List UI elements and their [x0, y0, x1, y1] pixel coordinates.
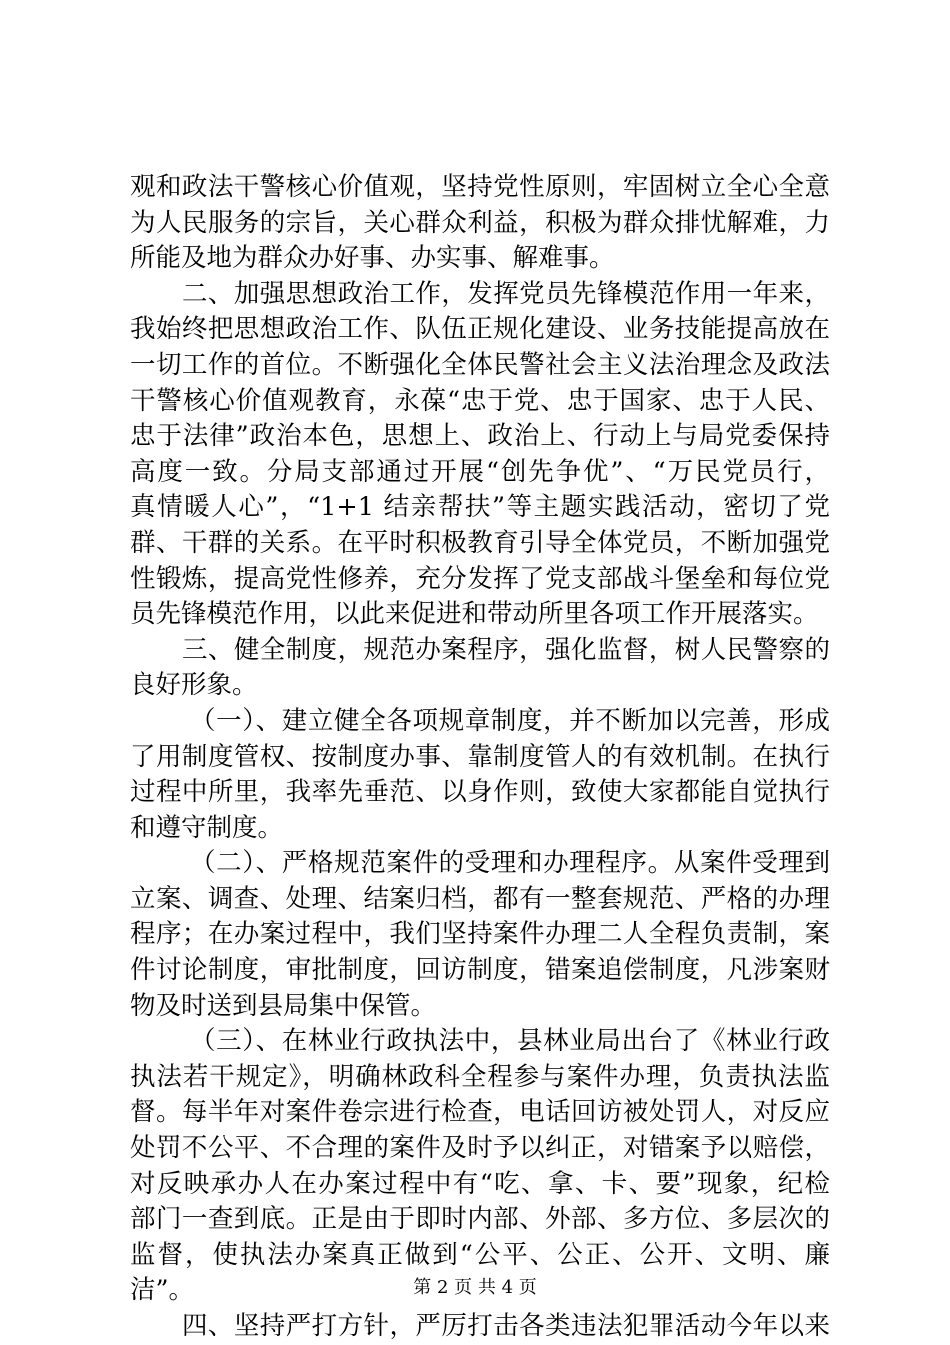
text-line: 我始终把思想政治工作、队伍正规化建设、业务技能提高放在	[130, 314, 830, 345]
subsection-heading-line: （一）、建立健全各项规章制度，并不断加以完善，形成	[190, 705, 830, 736]
text-line: 立案、调查、处理、结案归档，都有一整套规范、严格的办理	[130, 883, 830, 914]
text-line: 观和政法干警核心价值观，坚持党性原则，牢固树立全心全意	[130, 172, 830, 202]
text-line: 员先锋模范作用，以此来促进和带动所里各项工作开展落实。	[130, 599, 819, 630]
text-line: 群、干群的关系。在平时积极教育引导全体党员，不断加强党	[130, 527, 830, 558]
text-line: 执法若干规定》，明确林政科全程参与案件办理，负责执法监	[130, 1061, 830, 1092]
section-heading-line: 三、健全制度，规范办案程序，强化监督，树人民警察的	[182, 634, 830, 665]
text-line: 为人民服务的宗旨，关心群众利益，积极为群众排忧解难，力	[130, 207, 830, 238]
text-line: 物及时送到县局集中保管。	[130, 990, 437, 1021]
text-line: 真情暖人心”，“1+1 结亲帮扶”等主题实践活动，密切了党	[130, 492, 830, 523]
subsection-heading-line: （二）、严格规范案件的受理和办理程序。从案件受理到	[190, 848, 830, 879]
text-line: 良好形象。	[130, 670, 258, 701]
text-line: 部门一查到底。正是由于即时内部、外部、多方位、多层次的	[130, 1204, 830, 1235]
text-line: 性锻炼，提高党性修养，充分发挥了党支部战斗堡垒和每位党	[130, 563, 830, 594]
text-line: 忠于法律”政治本色，思想上、政治上、行动上与局党委保持	[130, 421, 830, 452]
text-line: 督。每半年对案件卷宗进行检查，电话回访被处罚人，对反应	[130, 1097, 830, 1128]
text-line: 过程中所里，我率先垂范、以身作则，致使大家都能自觉执行	[130, 777, 830, 808]
text-line: 程序；在办案过程中，我们坚持案件办理二人全程负责制，案	[130, 919, 830, 950]
text-line: 对反映承办人在办案过程中有“吃、拿、卡、要”现象，纪检	[130, 1168, 830, 1199]
subsection-heading-line: （三）、在林业行政执法中，县林业局出台了《林业行政	[190, 1026, 830, 1057]
text-line: 高度一致。分局支部通过开展“创先争优”、“万民党员行，	[130, 456, 830, 487]
text-line: 干警核心价值观教育，永葆“忠于党、忠于国家、忠于人民、	[130, 385, 830, 416]
text-line: 了用制度管权、按制度办事、靠制度管人的有效机制。在执行	[130, 741, 830, 772]
text-line: 和遵守制度。	[130, 812, 284, 843]
text-line: 一切工作的首位。不断强化全体民警社会主义法治理念及政法	[130, 349, 830, 380]
document-body	[130, 170, 830, 1345]
text-line: 洁”。	[130, 1275, 195, 1306]
section-heading-line: 二、加强思想政治工作，发挥党员先锋模范作用一年来，	[182, 278, 830, 309]
text-line: 件讨论制度，审批制度，回访制度，错案追偿制度，凡涉案财	[130, 955, 830, 986]
text-line: 监督，使执法办案真正做到“公平、公正、公开、文明、廉	[130, 1239, 830, 1270]
text-line: 所能及地为群众办好事、办实事、解难事。	[130, 243, 615, 274]
page-number-footer: 第 2 页 共 4 页	[413, 1277, 537, 1298]
section-heading-line: 四、坚持严打方针，严厉打击各类违法犯罪活动今年以来	[182, 1311, 830, 1341]
text-line: 处罚不公平、不合理的案件及时予以纠正，对错案予以赔偿，	[130, 1133, 830, 1164]
